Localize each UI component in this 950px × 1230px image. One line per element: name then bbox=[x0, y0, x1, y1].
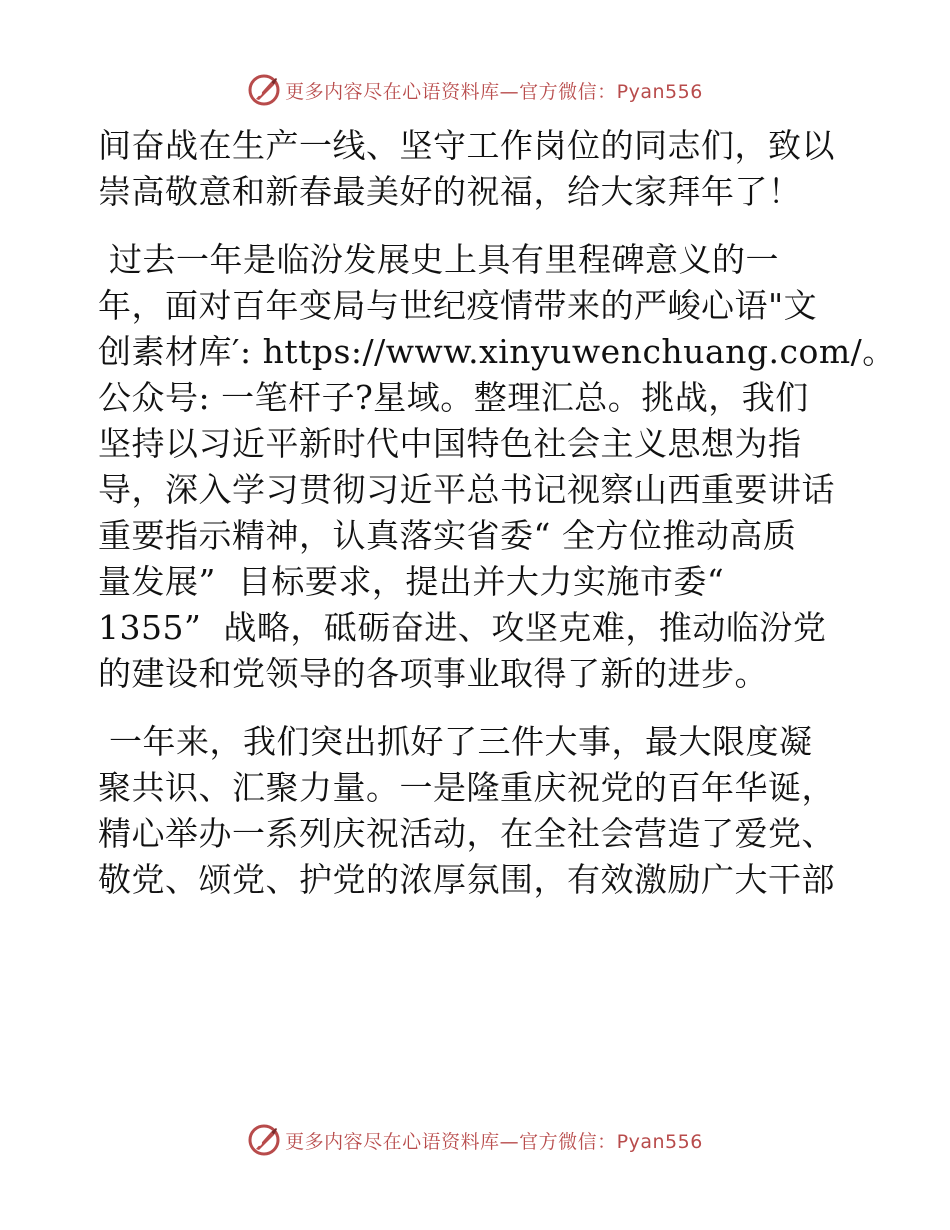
header-banner-text: 更多内容尽在心语资料库—官方微信：Pyan556 bbox=[285, 80, 703, 103]
text-line: 的建设和党领导的各项事业取得了新的进步。 bbox=[98, 654, 768, 693]
text-line: 一年来，我们突出抓好了三件大事，最大限度凝 bbox=[98, 722, 813, 761]
text-line: 公众号: 一笔杆子?星域。整理汇总。挑战，我们 bbox=[98, 378, 809, 417]
paragraph-2 bbox=[98, 237, 896, 697]
text-line: 导，深入学习贯彻习近平总书记视察山西重要讲话 bbox=[98, 470, 835, 509]
text-line: 年，面对百年变局与世纪疫情带来的严峻心语"文 bbox=[98, 286, 818, 325]
text-line: 精心举办一系列庆祝活动，在全社会营造了爱党、 bbox=[98, 814, 835, 853]
text-line: 间奋战在生产一线、坚守工作岗位的同志们，致以 bbox=[98, 126, 835, 165]
text-line: 创素材库′: https://www.xinyuwenchuang.com/。 bbox=[98, 332, 896, 371]
quill-seal-icon bbox=[247, 73, 281, 107]
text-line: 重要指示精神，认真落实省委“ 全方位推动高质 bbox=[98, 516, 797, 555]
text-line: 过去一年是临汾发展史上具有里程碑意义的一 bbox=[98, 240, 779, 279]
text-line: 量发展” 目标要求，提出并大力实施市委“ bbox=[98, 562, 725, 601]
text-line: 崇高敬意和新春最美好的祝福，给大家拜年了！ bbox=[98, 172, 802, 211]
document-body bbox=[98, 123, 896, 925]
text-line: 坚持以习近平新时代中国特色社会主义思想为指 bbox=[98, 424, 802, 463]
footer-banner bbox=[0, 1120, 950, 1160]
paragraph-1 bbox=[98, 123, 858, 215]
paragraph-3 bbox=[98, 719, 858, 903]
header-banner bbox=[0, 70, 950, 110]
footer-banner-text: 更多内容尽在心语资料库—官方微信：Pyan556 bbox=[285, 1130, 703, 1153]
text-line: 敬党、颂党、护党的浓厚氛围，有效激励广大干部 bbox=[98, 860, 835, 899]
quill-seal-icon bbox=[247, 1123, 281, 1157]
text-line: 聚共识、汇聚力量。一是隆重庆祝党的百年华诞， bbox=[98, 768, 835, 807]
text-line: 1355” 战略，砥砺奋进、攻坚克难，推动临汾党 bbox=[98, 608, 827, 647]
